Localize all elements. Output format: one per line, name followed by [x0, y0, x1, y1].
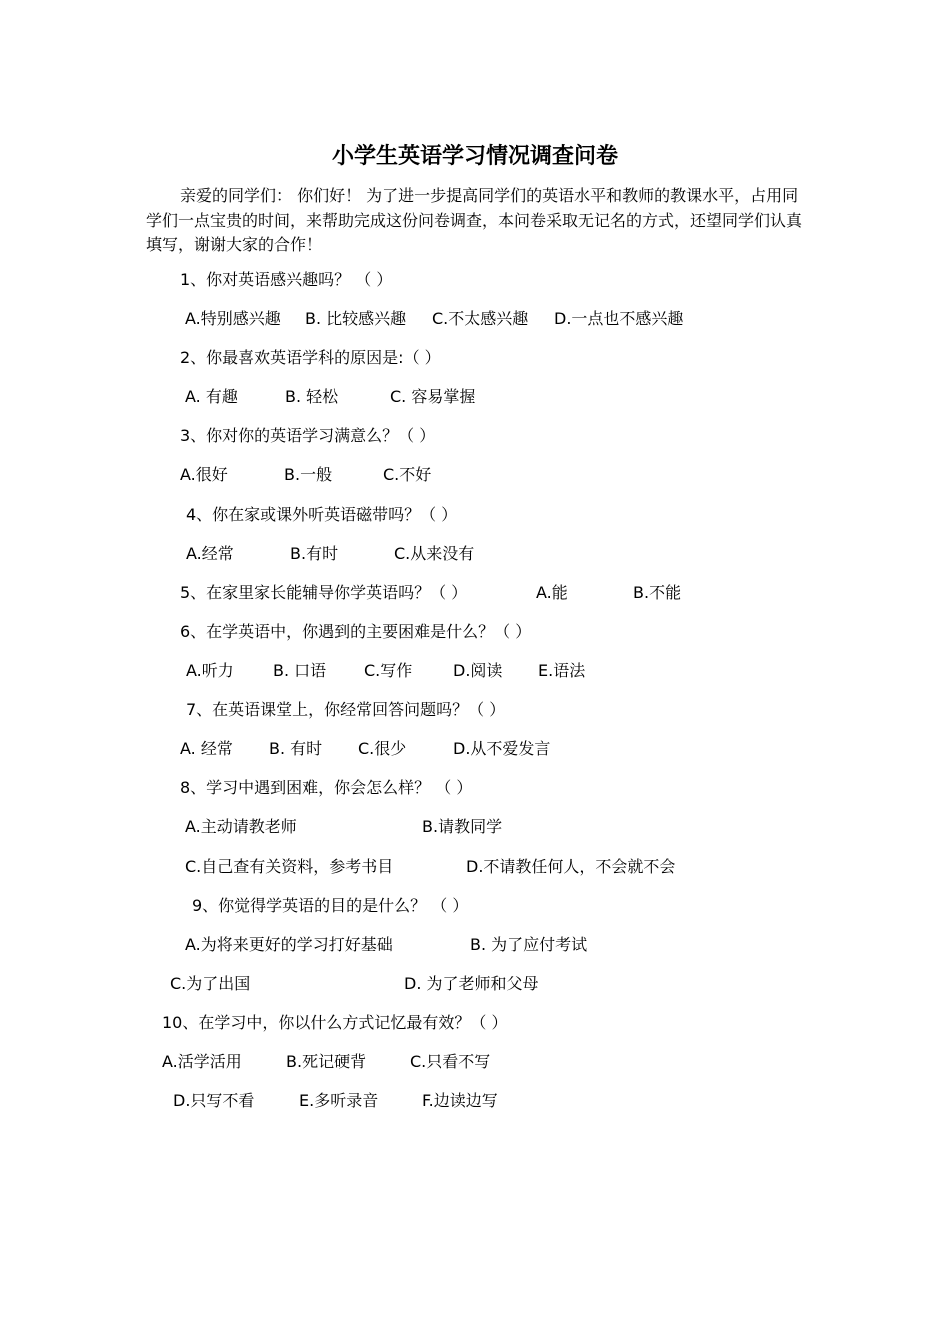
intro-text: 亲爱的同学们： 你们好！ 为了进一步提高同学们的英语水平和教师的教课水平，占用同学们一点宝贵的时间，来帮助完成这份问卷调查，本问卷采取无记名的方式，还望同学们认真填写，谢谢大家的合作！	[146, 186, 803, 254]
q10-option-f: F.边读边写	[422, 1091, 498, 1110]
q6-option-d: D.阅读	[453, 661, 503, 680]
q3-option-c: C.不好	[383, 465, 432, 484]
q8-option-a: A.主动请教老师	[185, 817, 297, 836]
q6-option-a: A.听力	[186, 661, 234, 680]
q6-option-b: B. 口语	[273, 661, 327, 680]
question-7: 7、在英语课堂上，你经常回答问题吗？（ ）	[186, 700, 506, 719]
q10-option-e: E.多听录音	[299, 1091, 379, 1110]
q10-option-d: D.只写不看	[173, 1091, 255, 1110]
q1-option-a: A.特别感兴趣	[185, 309, 281, 328]
q7-option-a: A. 经常	[180, 739, 233, 758]
q9-option-c: C.为了出国	[170, 974, 251, 993]
q8-option-d: D.不请教任何人，不会就不会	[466, 857, 676, 876]
q3-option-b: B.一般	[284, 465, 333, 484]
question-6: 6、在学英语中，你遇到的主要困难是什么？（ ）	[180, 622, 532, 641]
page-title: 小学生英语学习情况调查问卷	[331, 143, 618, 169]
q6-option-c: C.写作	[364, 661, 413, 680]
q7-option-c: C.很少	[358, 739, 407, 758]
q7-option-d: D.从不爱发言	[453, 739, 551, 758]
q4-option-a: A.经常	[186, 544, 234, 563]
q1-option-c: C.不太感兴趣	[432, 309, 529, 328]
q7-option-b: B. 有时	[269, 739, 323, 758]
q10-option-c: C.只看不写	[410, 1052, 491, 1071]
q10-option-b: B.死记硬背	[286, 1052, 367, 1071]
question-3: 3、你对你的英语学习满意么？（ ）	[180, 426, 436, 445]
question-2: 2、你最喜欢英语学科的原因是:（ ）	[180, 348, 441, 367]
q2-option-b: B. 轻松	[285, 387, 339, 406]
question-5: 5、在家里家长能辅导你学英语吗？（ ）	[180, 583, 468, 602]
q6-option-e: E.语法	[538, 661, 586, 680]
q4-option-c: C.从来没有	[394, 544, 475, 563]
q8-option-b: B.请教同学	[422, 817, 503, 836]
q2-option-a: A. 有趣	[185, 387, 238, 406]
q9-option-b: B. 为了应付考试	[470, 935, 588, 954]
q10-option-a: A.活学活用	[162, 1052, 242, 1071]
q5-option-a: A.能	[536, 583, 568, 602]
question-1: 1、你对英语感兴趣吗？ （ ）	[180, 270, 393, 289]
q1-option-b: B. 比较感兴趣	[305, 309, 407, 328]
q1-option-d: D.一点也不感兴趣	[554, 309, 684, 328]
question-10: 10、在学习中，你以什么方式记忆最有效？（ ）	[162, 1013, 508, 1032]
q8-option-c: C.自己查有关资料，参考书目	[185, 857, 394, 876]
q3-option-a: A.很好	[180, 465, 228, 484]
q9-option-a: A.为将来更好的学习打好基础	[185, 935, 393, 954]
q4-option-b: B.有时	[290, 544, 339, 563]
q9-option-d: D. 为了老师和父母	[404, 974, 539, 993]
q2-option-c: C. 容易掌握	[390, 387, 476, 406]
question-9: 9、你觉得学英语的目的是什么？ （ ）	[192, 896, 469, 915]
question-4: 4、你在家或课外听英语磁带吗？（ ）	[186, 505, 458, 524]
question-8: 8、学习中遇到困难，你会怎么样？ （ ）	[180, 778, 473, 797]
intro-paragraph	[146, 184, 810, 258]
q5-option-b: B.不能	[633, 583, 682, 602]
